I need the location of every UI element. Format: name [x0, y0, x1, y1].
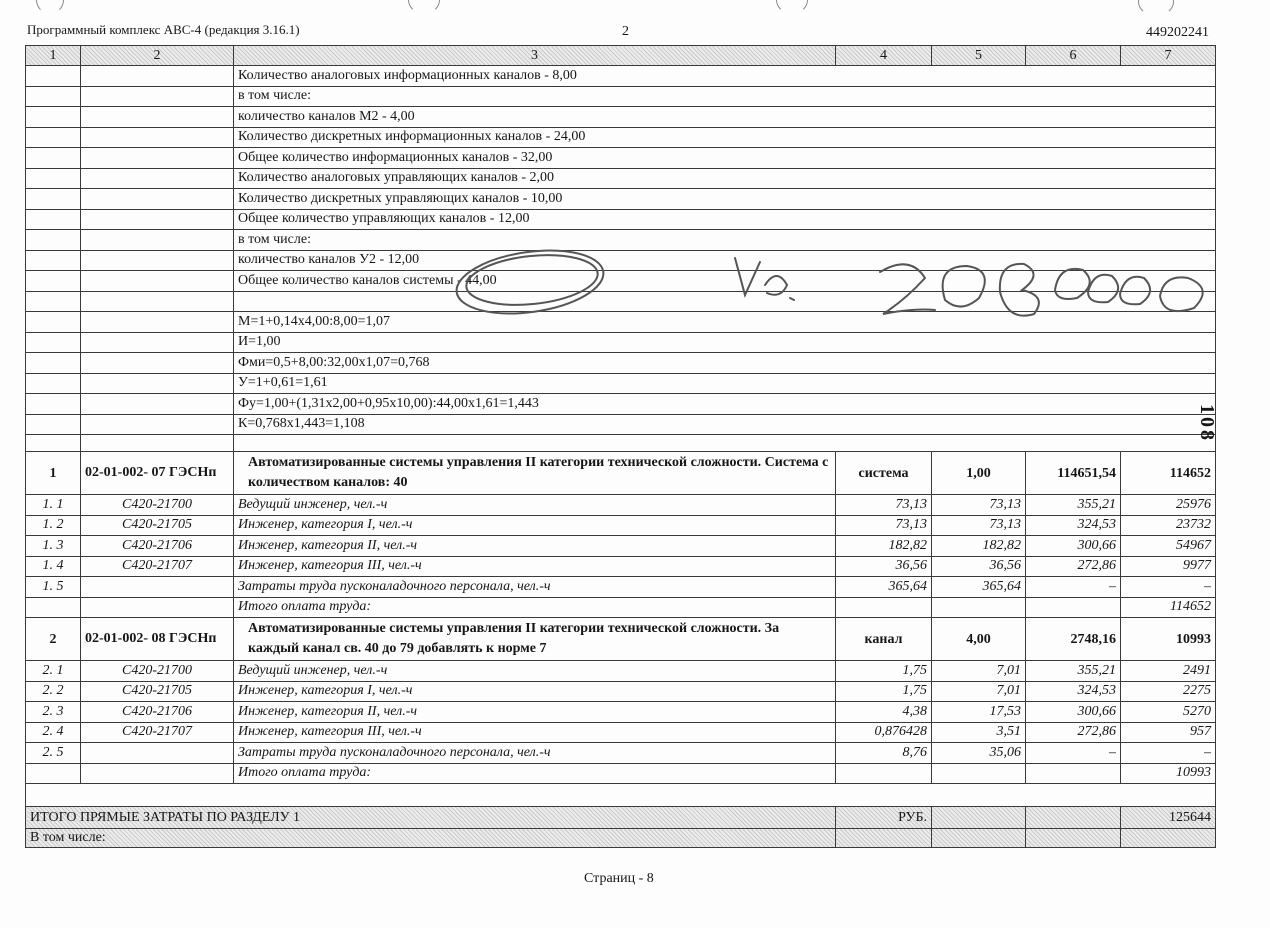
- resource-number: 2. 5: [26, 743, 81, 764]
- resource-number: 1. 2: [26, 515, 81, 536]
- description-text: Общее количество информационных каналов - 32,00: [234, 148, 1216, 169]
- resource-qty: 17,53: [932, 702, 1026, 723]
- subtotal-row: [26, 763, 1216, 784]
- resource-norm: 73,13: [836, 515, 932, 536]
- resource-code: С420-21705: [81, 681, 234, 702]
- table-cell: [81, 127, 234, 148]
- column-number: 3: [234, 46, 836, 66]
- resource-total: 25976: [1121, 495, 1216, 516]
- resource-code: С420-21707: [81, 556, 234, 577]
- description-row: [26, 127, 1216, 148]
- table-cell: [26, 597, 81, 618]
- resource-price: –: [1026, 743, 1121, 764]
- table-cell: [81, 189, 234, 210]
- column-number: 6: [1026, 46, 1121, 66]
- document-id: 449202241: [1146, 25, 1209, 40]
- resource-norm: 1,75: [836, 681, 932, 702]
- table-cell: [1026, 829, 1121, 848]
- table-cell: [81, 763, 234, 784]
- table-cell: [932, 807, 1026, 829]
- description-text: Количество дискретных управляющих каналов - 10,00: [234, 189, 1216, 210]
- description-row: [26, 271, 1216, 292]
- description-text: [234, 291, 1216, 312]
- table-cell: [26, 271, 81, 292]
- description-text: Общее количество управляющих каналов - 12,00: [234, 209, 1216, 230]
- table-cell: [81, 148, 234, 169]
- column-number: 2: [81, 46, 234, 66]
- gap-row: [26, 784, 1216, 807]
- position-code: 02-01-002- 08 ГЭСНп: [81, 618, 234, 661]
- description-text: количество каналов М2 - 4,00: [234, 107, 1216, 128]
- resource-code: [81, 577, 234, 598]
- resource-name: Ведущий инженер, чел.-ч: [234, 495, 836, 516]
- description-text: в том числе:: [234, 230, 1216, 251]
- resource-price: 272,86: [1026, 722, 1121, 743]
- table-cell: [81, 414, 234, 435]
- resource-row: [26, 702, 1216, 723]
- subtotal-label: Итого оплата труда:: [234, 597, 836, 618]
- resource-code: С420-21707: [81, 722, 234, 743]
- table-cell: [932, 597, 1026, 618]
- binder-hole-mark: [1138, 0, 1174, 16]
- table-cell: [836, 597, 932, 618]
- position-price: 2748,16: [1026, 618, 1121, 661]
- table-cell: [81, 250, 234, 271]
- resource-qty: 73,13: [932, 515, 1026, 536]
- resource-name: Инженер, категория II, чел.-ч: [234, 536, 836, 557]
- resource-row: [26, 722, 1216, 743]
- resource-row: [26, 681, 1216, 702]
- resource-qty: 7,01: [932, 681, 1026, 702]
- position-total: 114652: [1121, 452, 1216, 495]
- position-row: [26, 452, 1216, 495]
- position-title: Автоматизированные системы управления II категории технической сложности. Система с количеством каналов: 40: [234, 452, 836, 495]
- binder-hole-mark: [36, 0, 64, 14]
- table-cell: [836, 829, 932, 848]
- table-cell: [26, 394, 81, 415]
- resource-number: 1. 3: [26, 536, 81, 557]
- column-number: 1: [26, 46, 81, 66]
- position-code: 02-01-002- 07 ГЭСНп: [81, 452, 234, 495]
- resource-price: 300,66: [1026, 536, 1121, 557]
- description-text: Количество аналоговых управляющих каналов - 2,00: [234, 168, 1216, 189]
- resource-qty: 73,13: [932, 495, 1026, 516]
- table-cell: [26, 291, 81, 312]
- description-row: [26, 373, 1216, 394]
- description-row: [26, 250, 1216, 271]
- page-count: Страниц - 8: [584, 871, 654, 886]
- table-cell: [81, 312, 234, 333]
- page-number: 2: [622, 24, 629, 39]
- table-cell: [81, 168, 234, 189]
- resource-total: –: [1121, 577, 1216, 598]
- resource-qty: 36,56: [932, 556, 1026, 577]
- table-cell: [26, 127, 81, 148]
- table-cell: [26, 148, 81, 169]
- resource-row: [26, 743, 1216, 764]
- table-cell: [26, 763, 81, 784]
- resource-total: –: [1121, 743, 1216, 764]
- table-cell: [81, 230, 234, 251]
- resource-name: Инженер, категория I, чел.-ч: [234, 515, 836, 536]
- description-row: [26, 414, 1216, 435]
- section-total-unit: РУБ.: [836, 807, 932, 829]
- subtotal-label: Итого оплата труда:: [234, 763, 836, 784]
- resource-total: 2491: [1121, 661, 1216, 682]
- binder-hole-mark: [408, 0, 440, 14]
- table-cell: [1026, 763, 1121, 784]
- resource-row: [26, 556, 1216, 577]
- resource-qty: 182,82: [932, 536, 1026, 557]
- resource-total: 957: [1121, 722, 1216, 743]
- subtotal-value: 10993: [1121, 763, 1216, 784]
- resource-name: Инженер, категория I, чел.-ч: [234, 681, 836, 702]
- table-cell: [81, 107, 234, 128]
- column-number: 7: [1121, 46, 1216, 66]
- resource-code: С420-21700: [81, 495, 234, 516]
- resource-number: 1. 4: [26, 556, 81, 577]
- resource-code: С420-21705: [81, 515, 234, 536]
- table-cell: [932, 829, 1026, 848]
- position-price: 114651,54: [1026, 452, 1121, 495]
- table-cell: [234, 435, 1216, 452]
- resource-norm: 182,82: [836, 536, 932, 557]
- description-row: [26, 86, 1216, 107]
- description-text: Фми=0,5+8,00:32,00х1,07=0,768: [234, 353, 1216, 374]
- column-number: 4: [836, 46, 932, 66]
- resource-row: [26, 536, 1216, 557]
- resource-total: 5270: [1121, 702, 1216, 723]
- resource-row: [26, 495, 1216, 516]
- resource-total: 54967: [1121, 536, 1216, 557]
- resource-price: 355,21: [1026, 661, 1121, 682]
- resource-name: Инженер, категория III, чел.-ч: [234, 556, 836, 577]
- including-label: В том числе:: [26, 829, 836, 848]
- side-page-stamp: 108: [1196, 404, 1218, 443]
- table-cell: [1026, 597, 1121, 618]
- table-cell: [1026, 807, 1121, 829]
- table-cell: [81, 394, 234, 415]
- description-text: У=1+0,61=1,61: [234, 373, 1216, 394]
- description-row: [26, 353, 1216, 374]
- resource-number: 2. 4: [26, 722, 81, 743]
- position-title: Автоматизированные системы управления II категории технической сложности. За каждый канал св. 40 до 79 добавлять к норме 7: [234, 618, 836, 661]
- table-cell: [26, 250, 81, 271]
- resource-qty: 3,51: [932, 722, 1026, 743]
- section-total-label: ИТОГО ПРЯМЫЕ ЗАТРАТЫ ПО РАЗДЕЛУ 1: [26, 807, 836, 829]
- table-cell: [26, 230, 81, 251]
- resource-total: 23732: [1121, 515, 1216, 536]
- description-row: [26, 66, 1216, 87]
- resource-norm: 365,64: [836, 577, 932, 598]
- description-text: в том числе:: [234, 86, 1216, 107]
- table-cell: [81, 66, 234, 87]
- resource-number: 1. 1: [26, 495, 81, 516]
- description-text: Общее количество каналов системы - 44,00: [234, 271, 1216, 292]
- table-cell: [26, 86, 81, 107]
- description-text: Количество аналоговых информационных каналов - 8,00: [234, 66, 1216, 87]
- description-text: К=0,768х1,443=1,108: [234, 414, 1216, 435]
- description-row: [26, 209, 1216, 230]
- table-cell: [26, 435, 81, 452]
- resource-norm: 0,876428: [836, 722, 932, 743]
- estimate-table: [25, 45, 1216, 848]
- resource-norm: 8,76: [836, 743, 932, 764]
- position-qty: 1,00: [932, 452, 1026, 495]
- section-total-row: [26, 807, 1216, 829]
- including-row: [26, 829, 1216, 848]
- resource-row: [26, 661, 1216, 682]
- table-cell: [26, 66, 81, 87]
- position-qty: 4,00: [932, 618, 1026, 661]
- table-cell: [26, 332, 81, 353]
- position-total: 10993: [1121, 618, 1216, 661]
- resource-number: 1. 5: [26, 577, 81, 598]
- position-unit: канал: [836, 618, 932, 661]
- table-cell: [81, 86, 234, 107]
- table-cell: [26, 312, 81, 333]
- position-unit: система: [836, 452, 932, 495]
- blank-row: [26, 435, 1216, 452]
- resource-total: 2275: [1121, 681, 1216, 702]
- column-numbers-row: [26, 46, 1216, 66]
- description-row: [26, 230, 1216, 251]
- table-cell: [26, 414, 81, 435]
- description-text: количество каналов У2 - 12,00: [234, 250, 1216, 271]
- resource-name: Ведущий инженер, чел.-ч: [234, 661, 836, 682]
- table-cell: [26, 353, 81, 374]
- resource-code: С420-21706: [81, 536, 234, 557]
- resource-code: С420-21700: [81, 661, 234, 682]
- section-total-value: 125644: [1121, 807, 1216, 829]
- resource-name: Затраты труда пусконаладочного персонала, чел.-ч: [234, 743, 836, 764]
- resource-number: 2. 3: [26, 702, 81, 723]
- position-row: [26, 618, 1216, 661]
- table-cell: [26, 209, 81, 230]
- subtotal-row: [26, 597, 1216, 618]
- table-cell: [26, 784, 1216, 807]
- resource-name: Инженер, категория II, чел.-ч: [234, 702, 836, 723]
- table-cell: [81, 332, 234, 353]
- resource-code: [81, 743, 234, 764]
- description-text: М=1+0,14х4,00:8,00=1,07: [234, 312, 1216, 333]
- position-number: 1: [26, 452, 81, 495]
- table-cell: [81, 353, 234, 374]
- table-cell: [836, 763, 932, 784]
- program-title: Программный комплекс АВС-4 (редакция 3.16.1): [27, 22, 300, 37]
- description-row: [26, 332, 1216, 353]
- table-cell: [932, 763, 1026, 784]
- resource-qty: 7,01: [932, 661, 1026, 682]
- column-number: 5: [932, 46, 1026, 66]
- resource-norm: 73,13: [836, 495, 932, 516]
- table-cell: [81, 291, 234, 312]
- description-row: [26, 312, 1216, 333]
- description-text: Количество дискретных информационных каналов - 24,00: [234, 127, 1216, 148]
- table-cell: [81, 435, 234, 452]
- description-row: [26, 189, 1216, 210]
- table-cell: [26, 107, 81, 128]
- resource-price: 355,21: [1026, 495, 1121, 516]
- resource-price: 272,86: [1026, 556, 1121, 577]
- resource-name: Затраты труда пусконаладочного персонала, чел.-ч: [234, 577, 836, 598]
- table-cell: [81, 209, 234, 230]
- description-row: [26, 168, 1216, 189]
- resource-number: 2. 2: [26, 681, 81, 702]
- resource-norm: 4,38: [836, 702, 932, 723]
- table-cell: [26, 168, 81, 189]
- resource-qty: 365,64: [932, 577, 1026, 598]
- binder-hole-mark: [776, 0, 808, 14]
- table-cell: [81, 597, 234, 618]
- description-row: [26, 394, 1216, 415]
- resource-price: 324,53: [1026, 681, 1121, 702]
- description-text: И=1,00: [234, 332, 1216, 353]
- resource-total: 9977: [1121, 556, 1216, 577]
- resource-name: Инженер, категория III, чел.-ч: [234, 722, 836, 743]
- table-cell: [26, 189, 81, 210]
- resource-qty: 35,06: [932, 743, 1026, 764]
- resource-code: С420-21706: [81, 702, 234, 723]
- position-number: 2: [26, 618, 81, 661]
- description-text: Фу=1,00+(1,31х2,00+0,95х10,00):44,00х1,61=1,443: [234, 394, 1216, 415]
- resource-number: 2. 1: [26, 661, 81, 682]
- description-row: [26, 107, 1216, 128]
- subtotal-value: 114652: [1121, 597, 1216, 618]
- table-cell: [1121, 829, 1216, 848]
- resource-row: [26, 577, 1216, 598]
- resource-row: [26, 515, 1216, 536]
- table-cell: [81, 271, 234, 292]
- description-row: [26, 148, 1216, 169]
- resource-price: 324,53: [1026, 515, 1121, 536]
- table-cell: [26, 373, 81, 394]
- table-cell: [81, 373, 234, 394]
- resource-norm: 1,75: [836, 661, 932, 682]
- resource-price: 300,66: [1026, 702, 1121, 723]
- description-row: [26, 291, 1216, 312]
- resource-norm: 36,56: [836, 556, 932, 577]
- resource-price: –: [1026, 577, 1121, 598]
